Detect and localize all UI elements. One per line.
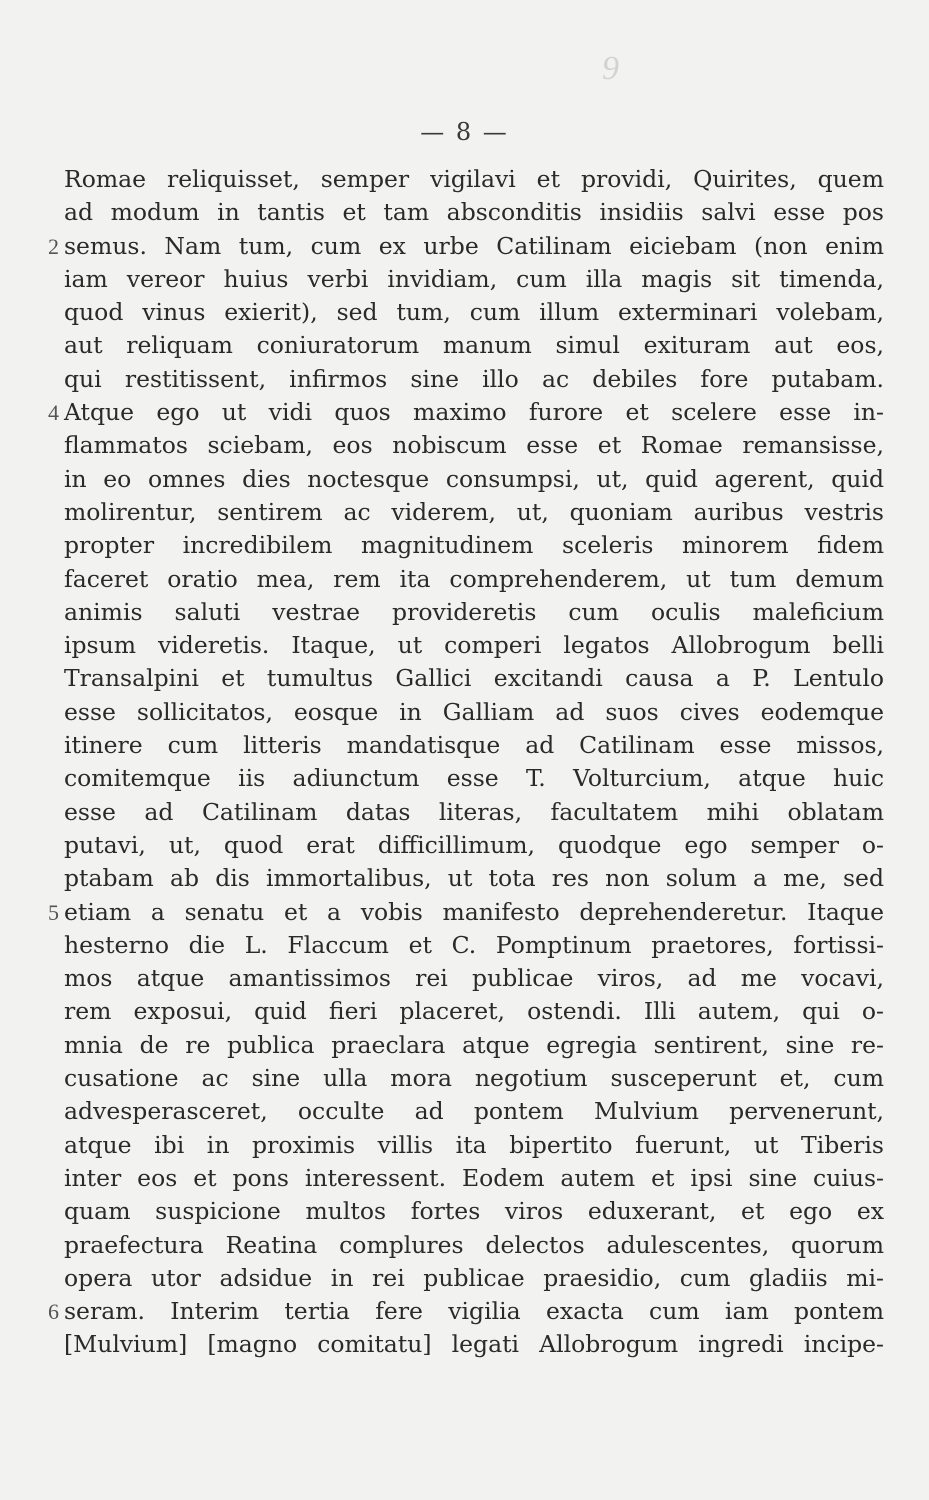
- page-number: — 8 —: [420, 118, 509, 146]
- line-text: praefectura Reatina complures delectos adulescentes, quorum: [64, 1230, 884, 1259]
- text-line: [64, 1095, 884, 1128]
- text-line: [64, 1262, 884, 1295]
- line-text: seram. Interim tertia fere vigilia exacta cum iam pontem: [64, 1297, 884, 1326]
- line-text: animis saluti vestrae provideretis cum oculis maleficium: [64, 597, 884, 626]
- text-line: [64, 1129, 884, 1162]
- text-line: [64, 529, 884, 562]
- margin-section-number: 5: [48, 899, 59, 925]
- text-line: [64, 563, 884, 596]
- line-text: Romae reliquisset, semper vigilavi et providi, Quirites, quem: [64, 165, 884, 193]
- line-text: cusatione ac sine ulla mora negotium susceperunt et, cum: [64, 1064, 884, 1093]
- margin-section-number: 6: [48, 1299, 59, 1325]
- line-text: mnia de re publica praeclara atque egregia sentirent, sine re-: [64, 1030, 884, 1059]
- text-line: [64, 729, 884, 762]
- line-text: ad modum in tantis et tam absconditis insidiis salvi esse pos: [64, 198, 884, 227]
- line-text: faceret oratio mea, rem ita comprehenderem, ut tum demum: [64, 564, 884, 593]
- line-text: advesperasceret, occulte ad pontem Mulvium pervenerunt,: [64, 1097, 884, 1126]
- corner-pencil-mark: 9: [602, 50, 619, 87]
- text-line: [48, 396, 884, 429]
- text-line: [64, 796, 884, 829]
- line-text: comitemque iis adiunctum esse T. Volturcium, atque huic: [64, 764, 884, 793]
- text-line: [64, 163, 884, 196]
- body-text: [48, 163, 884, 1362]
- text-line: [64, 329, 884, 362]
- text-line: [64, 762, 884, 795]
- margin-section-number: 2: [48, 233, 59, 259]
- text-line: [64, 363, 884, 396]
- text-line: [64, 596, 884, 629]
- text-line: [64, 962, 884, 995]
- line-text: quod vinus exierit), sed tum, cum illum exterminari volebam,: [64, 298, 884, 327]
- text-line: [64, 995, 884, 1028]
- line-text: ptabam ab dis immortalibus, ut tota res non solum a me, sed: [64, 864, 884, 893]
- line-text: flammatos sciebam, eos nobiscum esse et Romae remansisse,: [64, 431, 884, 460]
- text-line: [64, 429, 884, 462]
- line-text: hesterno die L. Flaccum et C. Pomptinum praetores, fortissi-: [64, 930, 884, 959]
- text-line: [64, 862, 884, 895]
- line-text: mos atque amantissimos rei publicae viros, ad me vocavi,: [64, 964, 884, 993]
- line-text: itinere cum litteris mandatisque ad Catilinam esse missos,: [64, 731, 884, 760]
- line-text: rem exposui, quid fieri placeret, ostendi. Illi autem, qui o-: [64, 997, 884, 1026]
- line-text: propter incredibilem magnitudinem sceleris minorem fidem: [64, 531, 884, 560]
- text-line: [64, 1328, 884, 1361]
- line-text: atque ibi in proximis villis ita bipertito fuerunt, ut Tiberis: [64, 1130, 884, 1159]
- line-text: esse sollicitatos, eosque in Galliam ad suos cives eodemque: [64, 697, 884, 726]
- text-line: [64, 1195, 884, 1228]
- line-text: iam vereor huius verbi invidiam, cum illa magis sit timenda,: [64, 264, 884, 293]
- text-line: [64, 696, 884, 729]
- text-line: [64, 263, 884, 296]
- text-line: [64, 929, 884, 962]
- text-line: [64, 1029, 884, 1062]
- text-line: [64, 1062, 884, 1095]
- text-line: [64, 463, 884, 496]
- line-text: molirentur, sentirem ac viderem, ut, quoniam auribus vestris: [64, 497, 884, 526]
- margin-section-number: 4: [48, 400, 59, 426]
- line-text: putavi, ut, quod erat difficillimum, quodque ego semper o-: [64, 830, 884, 859]
- text-line: [64, 629, 884, 662]
- line-text: Atque ego ut vidi quos maximo furore et scelere esse in-: [64, 398, 884, 427]
- text-line: [64, 1229, 884, 1262]
- line-text: etiam a senatu et a vobis manifesto deprehenderetur. Itaque: [64, 897, 884, 926]
- text-line: [64, 829, 884, 862]
- text-line: [64, 296, 884, 329]
- line-text: ipsum videretis. Itaque, ut comperi legatos Allobrogum belli: [64, 631, 884, 660]
- line-text: [Mulvium] [magno comitatu] legati Allobrogum ingredi incipe-: [64, 1330, 884, 1359]
- text-line: [48, 896, 884, 929]
- line-text: esse ad Catilinam datas literas, facultatem mihi oblatam: [64, 797, 884, 826]
- text-line: [64, 1162, 884, 1195]
- line-text: Transalpini et tumultus Gallici excitandi causa a P. Lentulo: [64, 664, 884, 693]
- text-line: [48, 1295, 884, 1328]
- line-text: in eo omnes dies noctesque consumpsi, ut, quid agerent, quid: [64, 464, 884, 493]
- text-line: [48, 230, 884, 263]
- line-text: opera utor adsidue in rei publicae praesidio, cum gladiis mi-: [64, 1263, 884, 1292]
- line-text: semus. Nam tum, cum ex urbe Catilinam eiciebam (non enim: [64, 231, 884, 260]
- line-text: qui restitissent, infirmos sine illo ac debiles fore putabam.: [64, 364, 884, 393]
- line-text: quam suspicione multos fortes viros eduxerant, et ego ex: [64, 1197, 884, 1226]
- line-text: inter eos et pons interessent. Eodem autem et ipsi sine cuius-: [64, 1163, 884, 1192]
- text-line: [64, 196, 884, 229]
- text-line: [64, 662, 884, 695]
- text-line: [64, 496, 884, 529]
- line-text: aut reliquam coniuratorum manum simul exituram aut eos,: [64, 331, 884, 360]
